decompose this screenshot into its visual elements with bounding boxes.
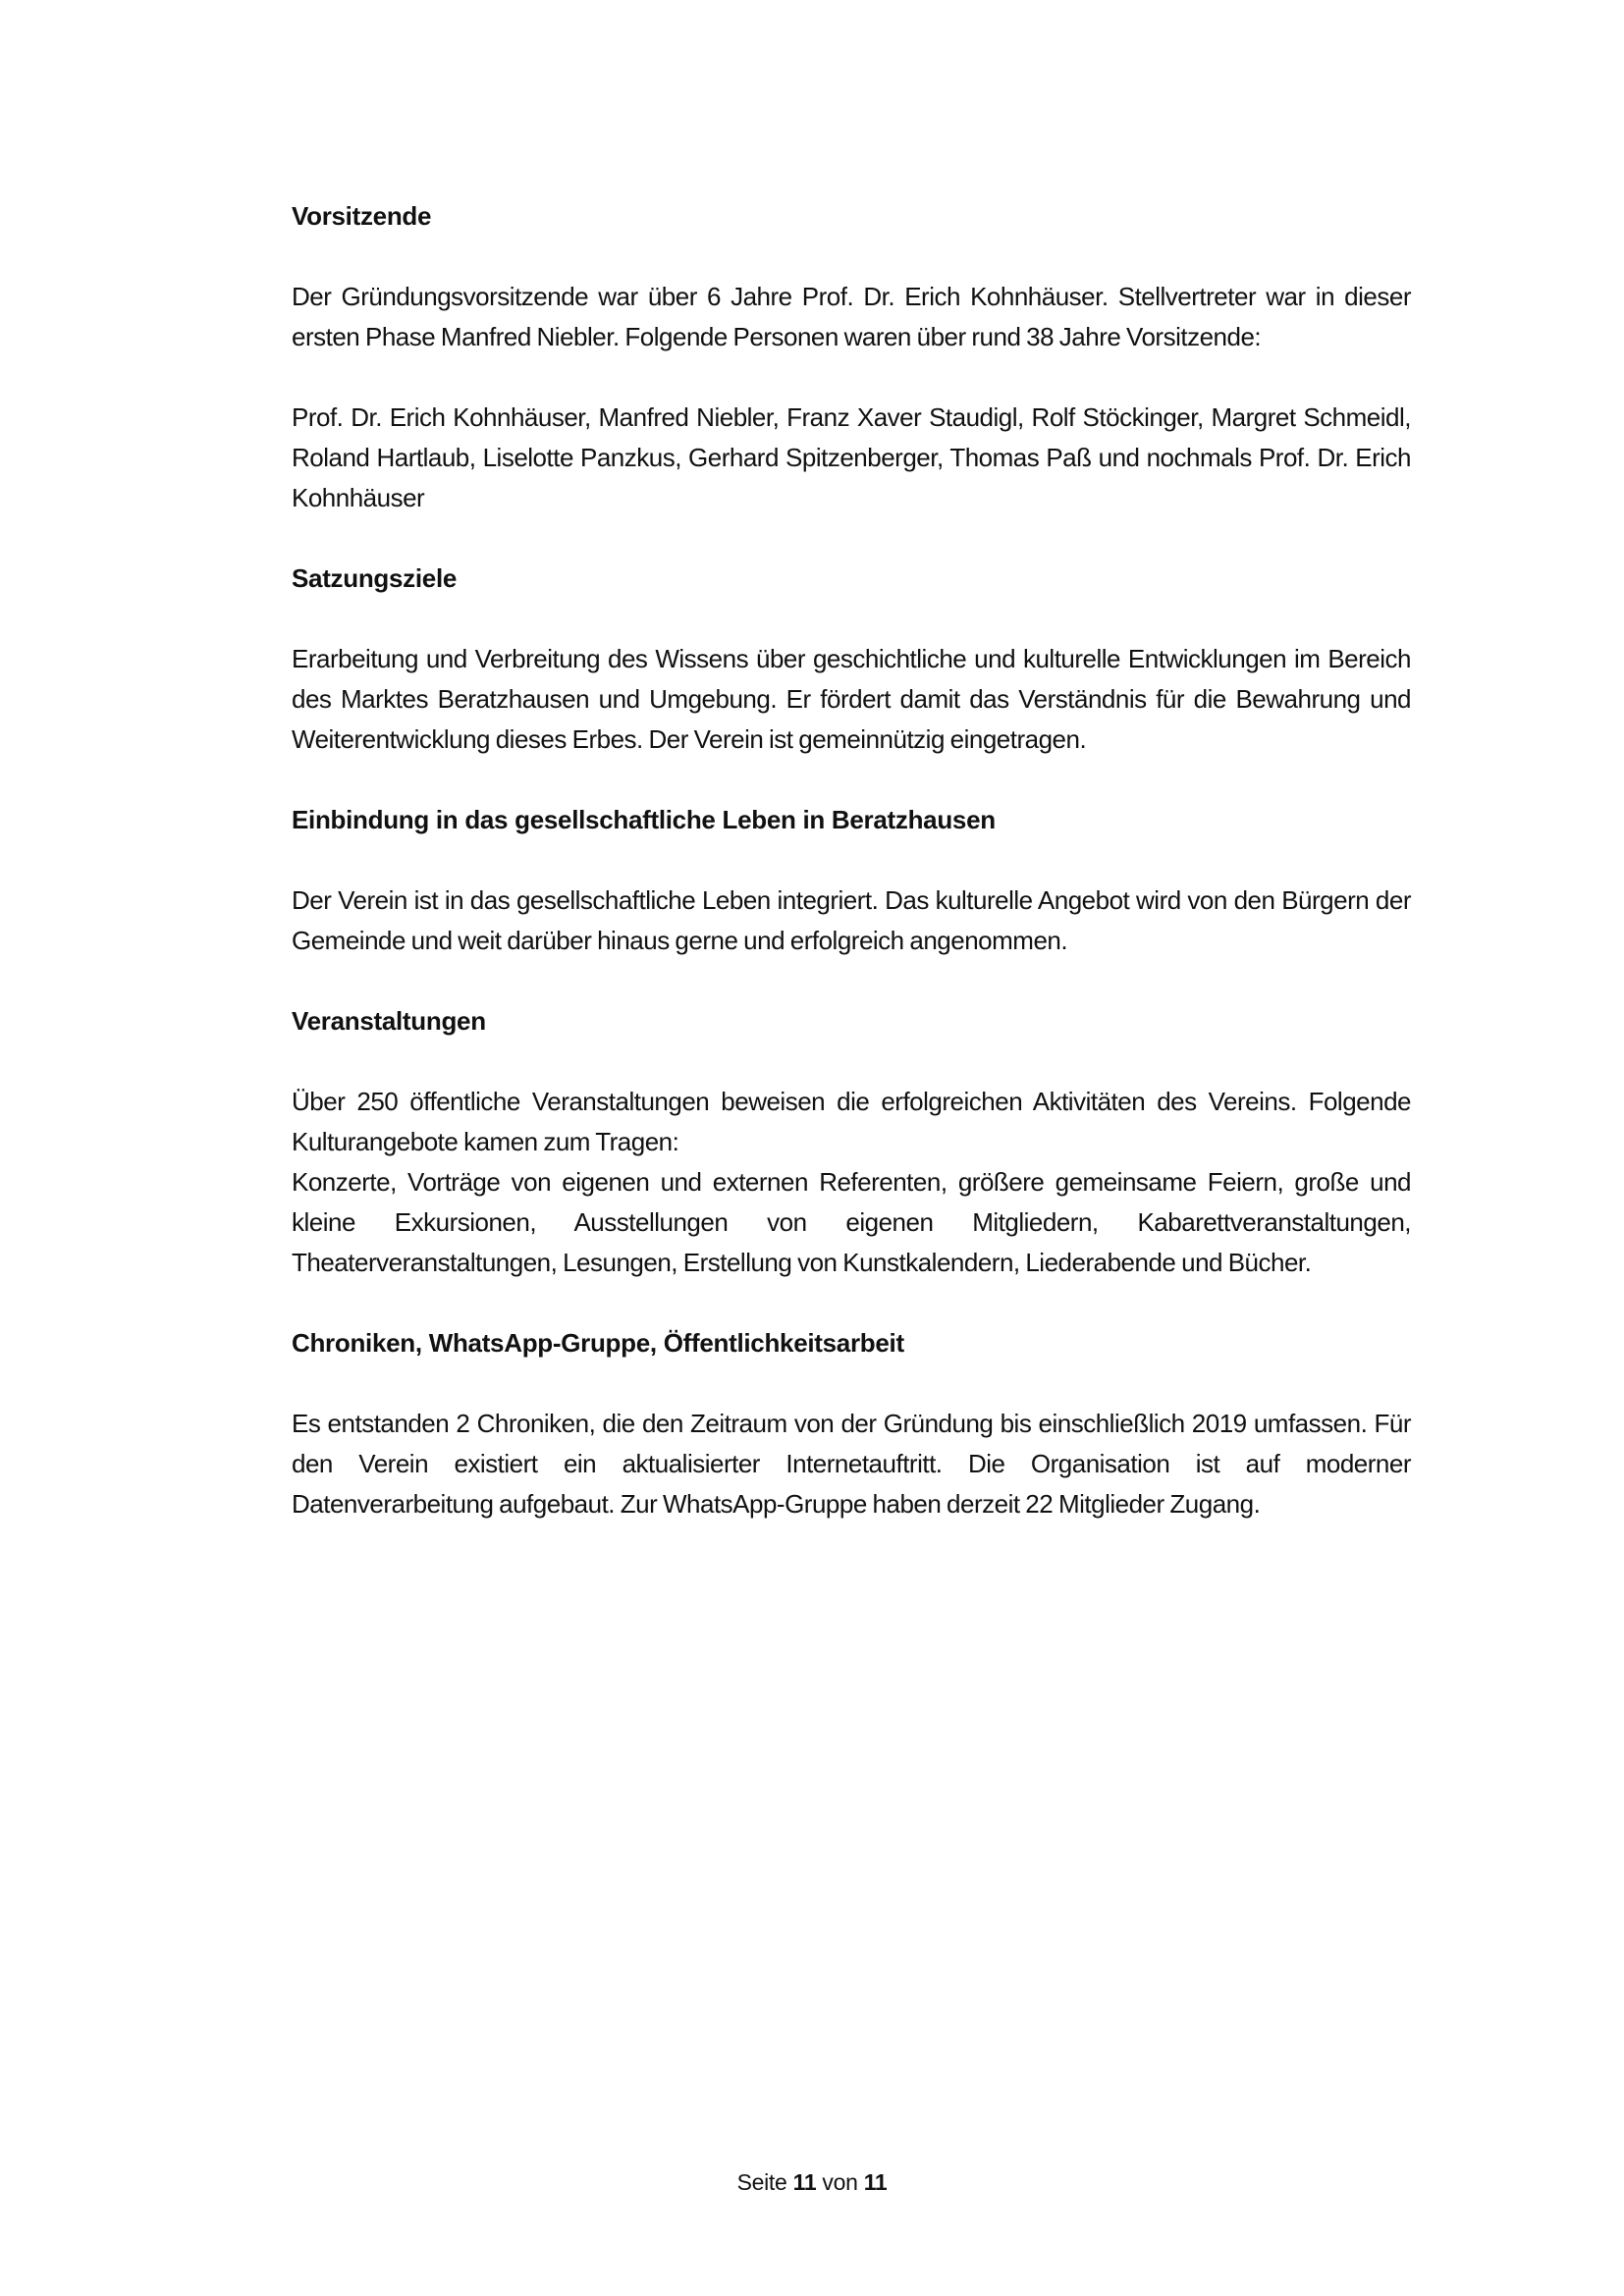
page-separator: von	[822, 2169, 858, 2195]
paragraph: Über 250 öffentliche Veranstaltungen beweisen die erfolgreichen Aktivitäten des Vereins. Folgende Kulturangebote kamen zum Tragen:	[292, 1087, 1411, 1156]
section-chroniken	[292, 1323, 1411, 1524]
paragraph: Der Verein ist in das gesellschaftliche Leben integriert. Das kulturelle Angebot wird von den Bürgern der Gemeinde und weit darüber hinaus gerne und erfolgreich angenommen.	[292, 885, 1411, 955]
section-heading: Satzungsziele	[292, 563, 458, 593]
section-heading: Einbindung in das gesellschaftliche Leben in Beratzhausen	[292, 805, 996, 834]
page-label: Seite	[736, 2169, 787, 2195]
section-vorsitzende	[292, 196, 1411, 518]
section-veranstaltungen	[292, 1001, 1411, 1283]
total-pages-number: 11	[863, 2169, 888, 2195]
section-heading: Chroniken, WhatsApp-Gruppe, Öffentlichkeitsarbeit	[292, 1328, 904, 1358]
document-page	[292, 196, 1411, 1565]
section-einbindung	[292, 800, 1411, 961]
paragraph-chair-list: Prof. Dr. Erich Kohnhäuser, Manfred Niebler, Franz Xaver Staudigl, Rolf Stöckinger, Margret Schmeidl, Roland Hartlaub, Liselotte Panzkus, Gerhard Spitzenberger, Thomas Paß und nochmals Prof. Dr. Erich Kohnhäuser	[292, 402, 1411, 512]
section-heading: Veranstaltungen	[292, 1006, 486, 1036]
current-page-number: 11	[792, 2169, 817, 2195]
paragraph: Erarbeitung und Verbreitung des Wissens über geschichtliche und kulturelle Entwicklungen im Bereich des Marktes Beratzhausen und Umgebung. Er fördert damit das Verständnis für die Bewahrung und Weiterentwicklung dieses Erbes. Der Verein ist gemeinnützig eingetragen.	[292, 644, 1411, 754]
section-satzungsziele	[292, 559, 1411, 760]
paragraph-event-list: Konzerte, Vorträge von eigenen und externen Referenten, größere gemeinsame Feiern, große und kleine Exkursionen, Ausstellungen von eigenen Mitgliedern, Kabarettveranstaltungen, Theaterveranstaltungen, Lesungen, Erstellung von Kunstkalendern, Liederabende und Bücher.	[292, 1167, 1411, 1277]
section-heading: Vorsitzende	[292, 201, 432, 231]
page-footer	[0, 2167, 1624, 2197]
paragraph: Der Gründungsvorsitzende war über 6 Jahre Prof. Dr. Erich Kohnhäuser. Stellvertreter war in dieser ersten Phase Manfred Niebler. Folgende Personen waren über rund 38 Jahre Vorsitzende:	[292, 282, 1411, 351]
paragraph: Es entstanden 2 Chroniken, die den Zeitraum von der Gründung bis einschließlich 2019 umfassen. Für den Verein existiert ein aktualisierter Internetauftritt. Die Organisation ist auf moderner Datenverarbeitung aufgebaut. Zur WhatsApp-Gruppe haben derzeit 22 Mitglieder Zugang.	[292, 1409, 1411, 1519]
